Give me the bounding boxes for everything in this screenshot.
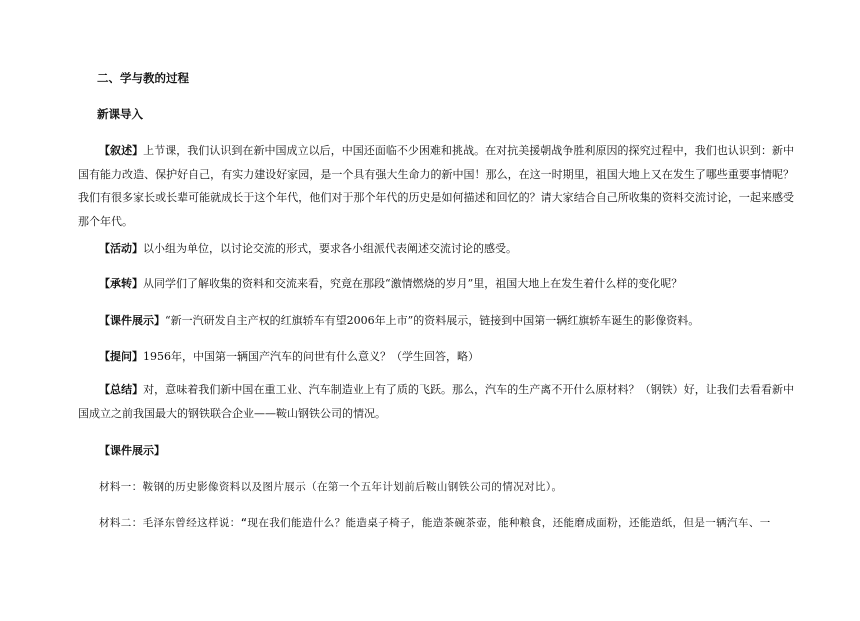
paragraph-label: 【承转】 [99,277,143,290]
paragraph-label: 【叙述】 [99,144,144,157]
paragraph-text: 从同学们了解收集的资料和交流来看，究竟在那段“激情燃烧的岁月”里，祖国大地上在发生着什么样的变化呢？ [143,277,683,290]
paragraph-label: 【总结】 [99,383,144,396]
paragraph-narration [78,139,794,233]
paragraph-label: 【课件展示】 [99,314,165,327]
section-title: 二、学与教的过程 [97,71,189,85]
section-subtitle: 新课导入 [97,107,143,121]
paragraph-text: 1956年，中国第一辆国产汽车的问世有什么意义？（学生回答，略） [143,350,479,363]
paragraph-courseware-2 [78,439,794,463]
paragraph-activity [78,237,794,261]
paragraph-summary [78,378,794,425]
material-one: 材料一：鞍钢的历史影像资料以及图片展示（在第一个五年计划前后鞍山钢铁公司的情况对比）。 [99,481,563,493]
paragraph-label: 【提问】 [99,350,143,363]
paragraph-text: 以小组为单位，以讨论交流的形式，要求各小组派代表阐述交流讨论的感受。 [143,242,517,255]
paragraph-text: “新一汽研发自主产权的红旗轿车有望2006年上市”的资料展示，链接到中国第一辆红旗轿车诞生的影像资料。 [165,314,700,327]
paragraph-text: 上节课，我们认识到在新中国成立以后，中国还面临不少困难和挑战。在对抗美援朝战争胜利原因的探究过程中，我们也认识到：新中国有能力改造、保护好自己，有实力建设好家园，是一个具有强大生命力的新中国！那么，在这一时期里，祖国大地上又在发生了哪些重要事情呢？我们有很多家长或长辈可能就成长于这个年代，他们对于那个年代的历史是如何描述和回忆的？请大家结合自己所收集的资料交流讨论，一起来感受那个年代。 [78,144,795,228]
material-two: 材料二：毛泽东曾经这样说：“现在我们能造什么？能造桌子椅子，能造茶碗茶壶，能种粮食，还能磨成面粉，还能造纸，但是一辆汽车、一 [99,517,771,529]
paragraph-label: 【活动】 [99,242,143,255]
paragraph-label: 【课件展示】 [99,444,165,457]
paragraph-transition [78,272,794,296]
paragraph-text: 对，意味着我们新中国在重工业、汽车制造业上有了质的飞跃。那么，汽车的生产离不开什么原材料？（钢铁）好，让我们去看看新中国成立之前我国最大的钢铁联合企业——鞍山钢铁公司的情况。 [78,383,795,420]
paragraph-courseware [78,309,794,333]
paragraph-question [78,345,794,369]
